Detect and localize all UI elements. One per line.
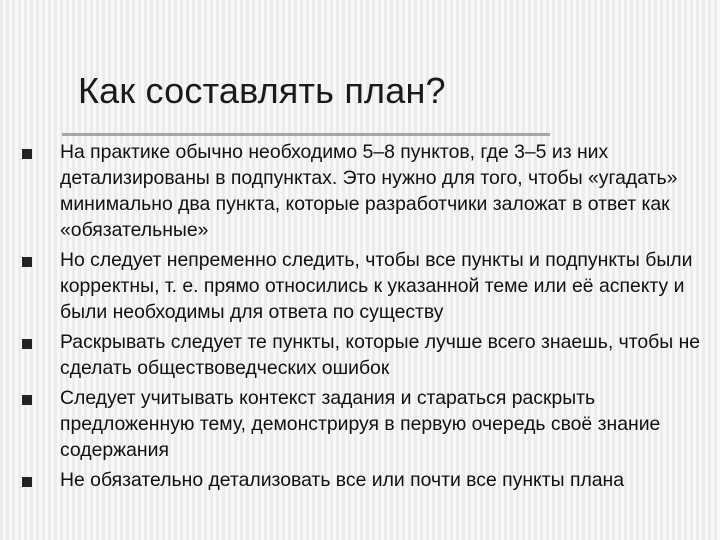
square-bullet-icon: [22, 477, 32, 487]
bullet-text: На практике обычно необходимо 5–8 пунктов, где 3–5 из них детализированы в подпунктах. Это нужно для того, чтобы «угадать» минимально два пункта, которые разработчики заложат в ответ как «обязательные»: [60, 141, 678, 241]
bullet-text: Не обязательно детализовать все или почти все пункты плана: [60, 469, 625, 491]
bullet-item: [22, 467, 712, 493]
bullet-text: Следует учитывать контекст задания и стараться раскрыть предложенную тему, демонстрируя в первую очередь своё знание содержания: [60, 387, 661, 461]
bullet-item: [22, 247, 712, 325]
bullet-text: Раскрывать следует те пункты, которые лучше всего знаешь, чтобы не сделать обществоведческих ошибок: [60, 331, 701, 379]
bullet-item: [22, 385, 712, 463]
square-bullet-icon: [22, 149, 32, 159]
title-underline-divider: [62, 133, 550, 136]
bullet-item: [22, 139, 712, 243]
slide-title: Как составлять план?: [78, 70, 446, 111]
square-bullet-icon: [22, 339, 32, 349]
bullet-item: [22, 329, 712, 381]
square-bullet-icon: [22, 395, 32, 405]
bullet-text: Но следует непременно следить, чтобы все пункты и подпункты были корректны, т. е. прямо относились к указанной теме или её аспекту и были необходимы для ответа по существу: [60, 249, 693, 323]
square-bullet-icon: [22, 257, 32, 267]
bullet-list: [22, 139, 712, 497]
